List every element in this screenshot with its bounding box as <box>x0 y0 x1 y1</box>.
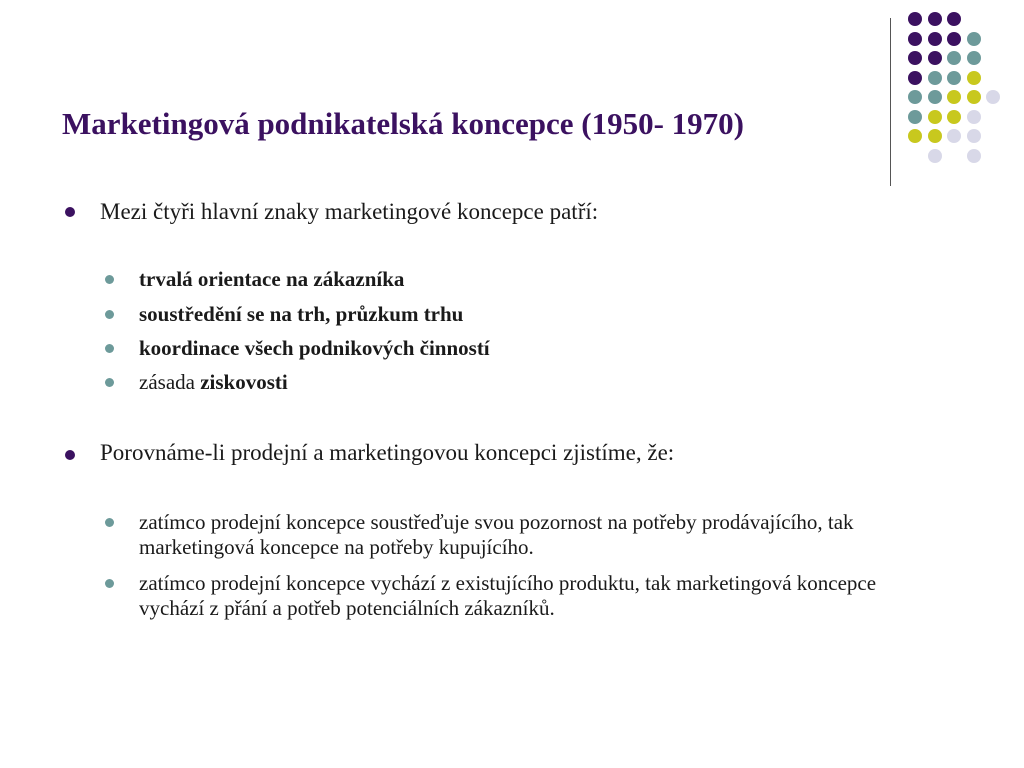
subpoint-6-text: zatímco prodejní koncepce vychází z existujícího produktu, tak marketingová koncepce vychází z přání a potřeb potenciálních zákazníků. <box>139 571 877 620</box>
subpoint-4-prefix: zásada <box>139 370 201 394</box>
bullet-point-1-marker <box>65 207 75 217</box>
subpoint-5-marker <box>105 518 114 527</box>
subpoint-4-text <box>139 370 288 395</box>
subpoint-2-marker <box>105 310 114 319</box>
subpoint-5-text: zatímco prodejní koncepce soustřeďuje svou pozornost na potřeby prodávajícího, tak marketingová koncepce na potřeby kupujícího. <box>139 510 854 559</box>
subpoint-2-text: soustředění se na trh, průzkum trhu <box>139 302 464 326</box>
subpoint-4-marker <box>105 378 114 387</box>
bullet-point-2-marker <box>65 450 75 460</box>
slide-title: Marketingová podnikatelská koncepce (1950- 1970) <box>62 106 744 141</box>
bullet-point-2-text: Porovnáme-li prodejní a marketingovou koncepci zjistíme, že: <box>100 440 675 465</box>
subpoint-3-marker <box>105 344 114 353</box>
bullet-point-1-text: Mezi čtyři hlavní znaky marketingové koncepce patří: <box>100 199 599 224</box>
subpoint-4-bold: ziskovosti <box>200 370 288 394</box>
subpoint-1-marker <box>105 275 114 284</box>
subpoint-3-text: koordinace všech podnikových činností <box>139 336 490 360</box>
subpoint-1-text: trvalá orientace na zákazníka <box>139 267 405 291</box>
subpoint-6-marker <box>105 579 114 588</box>
